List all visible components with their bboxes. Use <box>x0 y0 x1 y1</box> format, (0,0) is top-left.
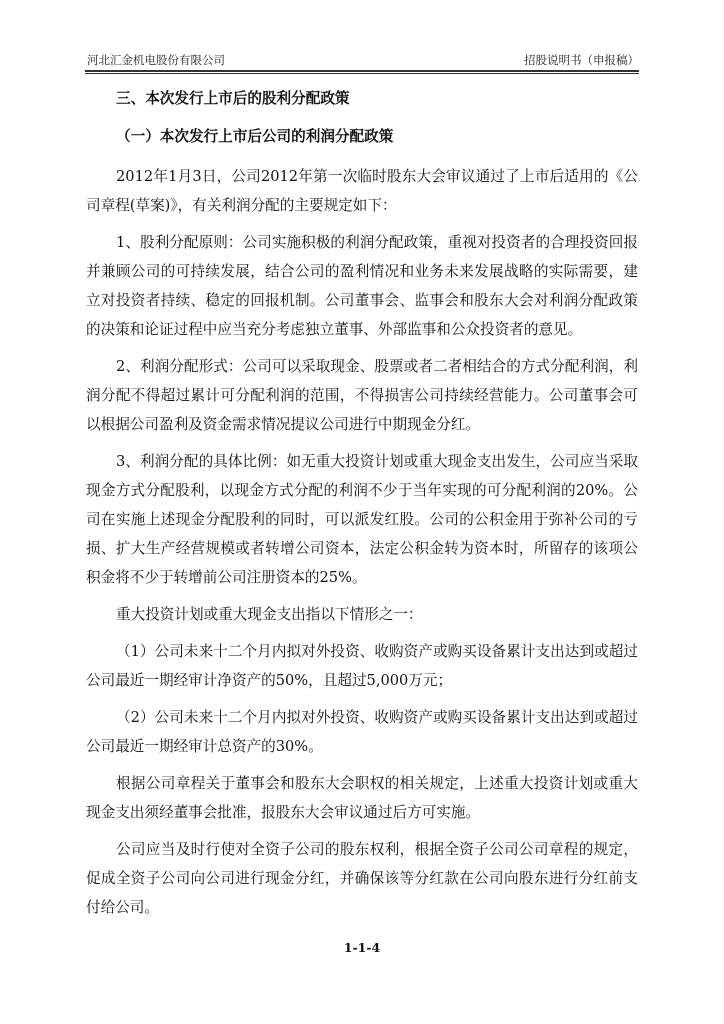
paragraph-condition-2: （2）公司未来十二个月内拟对外投资、收购资产或购买设备累计支出达到或超过公司最近一期经审计总资产的30%。 <box>86 709 638 755</box>
page-number: 1-1-4 <box>343 940 381 955</box>
paragraph-condition-1: （1）公司未来十二个月内拟对外投资、收购资产或购买设备累计支出达到或超过公司最近一期经审计净资产的50%，且超过5,000万元； <box>86 643 638 689</box>
header-document-title: 招股说明书（申报稿） <box>524 53 639 67</box>
paragraph-approval: 根据公司章程关于董事会和股东大会职权的相关规定，上述重大投资计划或重大现金支出须经董事会批准，报股东大会审议通过后方可实施。 <box>86 775 638 821</box>
paragraph-principle: 1、股利分配原则：公司实施积极的利润分配政策，重视对投资者的合理投资回报并兼顾公司的可持续发展，结合公司的盈利情况和业务未来发展战略的实际需要，建立对投资者持续、稳定的回报机制。公司董事会、监事会和股东大会对利润分配政策的决策和论证过程中应当充分考虑独立董事、外部监事和公众投资者的意见。 <box>86 234 638 338</box>
section-subtitle: （一）本次发行上市后公司的利润分配政策 <box>116 128 394 145</box>
paragraph-ratio: 3、利润分配的具体比例：如无重大投资计划或重大现金支出发生，公司应当采取现金方式分配股利，以现金方式分配的利润不少于当年实现的可分配利润的20%。公司在实施上述现金分配股利的同时，可以派发红股。公司的公积金用于弥补公司的亏损、扩大生产经营规模或者转增公司资本，法定公积金转为资本时，所留存的该项公积金将不少于转增前公司注册资本的25%。 <box>86 453 638 586</box>
header-divider <box>85 70 639 72</box>
paragraph-intro: 2012年1月3日，公司2012年第一次临时股东大会审议通过了上市后适用的《公司章程(草案)》，有关利润分配的主要规定如下： <box>86 168 638 214</box>
paragraph-subsidiary: 公司应当及时行使对全资子公司的股东权利，根据全资子公司公司章程的规定，促成全资子公司向公司进行现金分红，并确保该等分红款在公司向股东进行分红前支付给公司。 <box>86 841 638 916</box>
section-title: 三、本次发行上市后的股利分配政策 <box>116 90 350 107</box>
page-header <box>85 52 639 70</box>
header-company-name: 河北汇金机电股份有限公司 <box>87 53 225 67</box>
paragraph-form: 2、利润分配形式：公司可以采取现金、股票或者二者相结合的方式分配利润，利润分配不得超过累计可分配利润的范围，不得损害公司持续经营能力。公司董事会可以根据公司盈利及资金需求情况提议公司进行中期现金分红。 <box>86 358 638 433</box>
header-divider-thin <box>85 73 639 74</box>
paragraph-major-investment: 重大投资计划或重大现金支出指以下情形之一： <box>116 606 423 623</box>
document-body <box>86 86 638 930</box>
